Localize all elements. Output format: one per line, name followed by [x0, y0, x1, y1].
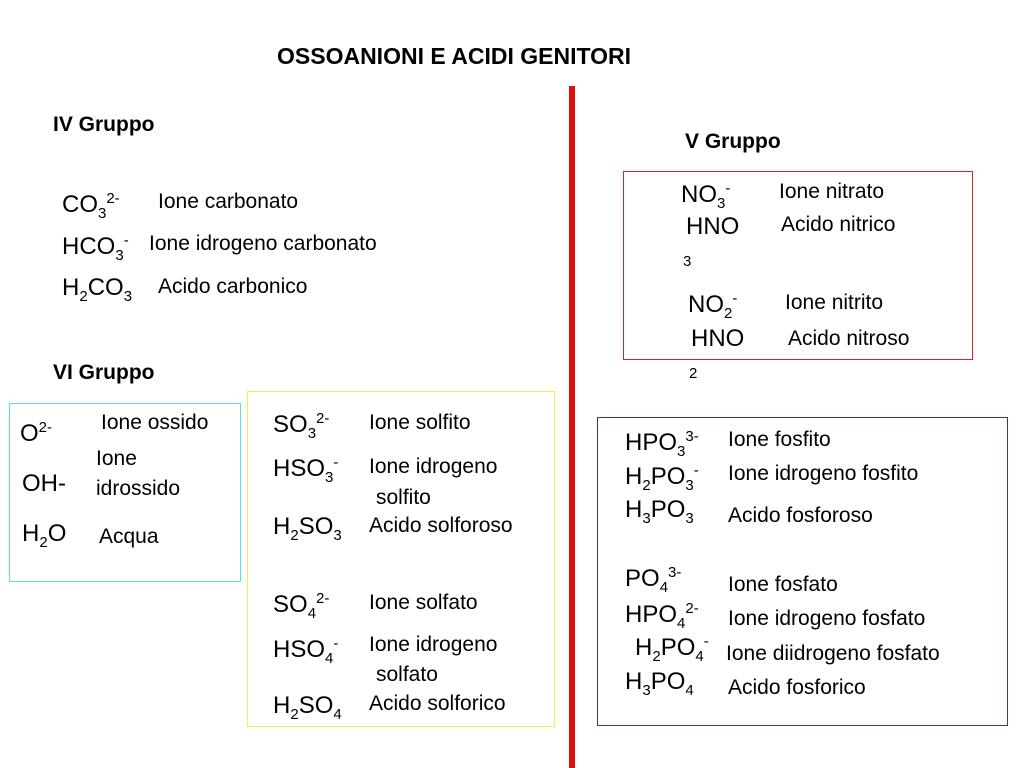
desc-ione-nitrito: Ione nitrito	[785, 291, 884, 314]
group6-heading: VI Gruppo	[53, 361, 155, 384]
desc-idrossido-label: idrossido	[96, 477, 181, 500]
formula-hno3: HNO	[686, 213, 740, 240]
group5-heading: V Gruppo	[685, 130, 781, 153]
formula-hco3: $HCO_3^-$	[62, 232, 129, 264]
formula-h2o: $H_2O$	[22, 520, 67, 551]
desc-ione-fosfato: Ione fosfato	[728, 573, 838, 596]
formula-no2: $NO_2^-$	[688, 290, 738, 322]
desc-acido-solforico: Acido solforico	[369, 692, 506, 715]
formula-o2: $O^{2-}$	[20, 419, 53, 447]
desc-acqua: Acqua	[99, 525, 159, 548]
formula-po4: $PO_4^{3-}$	[625, 564, 682, 596]
formula-hno3-subscript: 3	[683, 253, 692, 270]
desc-acido-nitroso: Acido nitroso	[788, 327, 910, 350]
formula-no3: $NO_3^-$	[681, 180, 731, 212]
vertical-divider	[569, 86, 575, 768]
desc-ione-carbonato: Ione carbonato	[158, 190, 299, 213]
desc-acido-solforoso: Acido solforoso	[369, 514, 513, 537]
desc-ione-idrogeno-fosfito: Ione idrogeno fosfito	[728, 462, 919, 485]
desc-ione-solfato: Ione solfato	[369, 591, 478, 614]
group4-heading: IV Gruppo	[53, 113, 155, 136]
formula-h2so4: $H_2SO_4$	[273, 692, 342, 723]
formula-hpo4: $HPO_4^{2-}$	[625, 600, 699, 632]
formula-h2po3: $H_2PO_3^-$	[625, 462, 699, 494]
desc-ione-idrogeno-solfito-2: solfito	[376, 486, 431, 509]
formula-h2co3: $H_2CO_3$	[62, 274, 133, 305]
formula-hso3: $HSO_3^-$	[273, 454, 339, 486]
formula-h2so3: $H_2SO_3$	[273, 513, 342, 544]
formula-h3po3: $H_3PO_3$	[625, 496, 694, 527]
desc-ione-fosfito: Ione fosfito	[728, 428, 831, 451]
formula-h3po4: $H_3PO_4$	[625, 668, 694, 699]
desc-ione-idrogeno-solfato-1: Ione idrogeno	[369, 633, 498, 656]
formula-so3: $SO_3^{2-}$	[273, 410, 330, 442]
desc-ione-label: Ione	[96, 447, 137, 470]
formula-so4: $SO_4^{2-}$	[273, 590, 330, 622]
desc-ione-idrogeno-solfito-1: Ione idrogeno	[369, 455, 498, 478]
formula-hno2: HNO	[691, 325, 745, 352]
formula-co3: $CO_3^{2-}$	[62, 190, 120, 222]
desc-acido-fosforoso: Acido fosforoso	[728, 504, 873, 527]
desc-ione-idrogeno-carbonato: Ione idrogeno carbonato	[149, 232, 377, 255]
desc-acido-nitrico: Acido nitrico	[781, 213, 896, 236]
desc-ione-nitrato: Ione nitrato	[779, 180, 885, 203]
desc-ione-solfito: Ione solfito	[369, 411, 471, 434]
desc-acido-fosforico: Acido fosforico	[728, 676, 866, 699]
formula-hno2-subscript: 2	[689, 365, 698, 382]
formula-h2po4: $H_2PO_4^-$	[635, 633, 709, 665]
formula-hpo3: $HPO_3^{3-}$	[625, 428, 699, 460]
formula-hso4: $HSO_4^-$	[273, 635, 339, 667]
formula-oh: OH-	[22, 470, 66, 497]
desc-ione-diidrogeno-fosfato: Ione diidrogeno fosfato	[726, 642, 940, 665]
desc-ione-ossido: Ione ossido	[101, 411, 209, 434]
desc-acido-carbonico: Acido carbonico	[158, 275, 308, 298]
desc-ione-idrogeno-fosfato: Ione idrogeno fosfato	[728, 607, 926, 630]
page-title: OSSOANIONI E ACIDI GENITORI	[277, 43, 631, 69]
desc-ione-idrogeno-solfato-2: solfato	[376, 663, 438, 686]
